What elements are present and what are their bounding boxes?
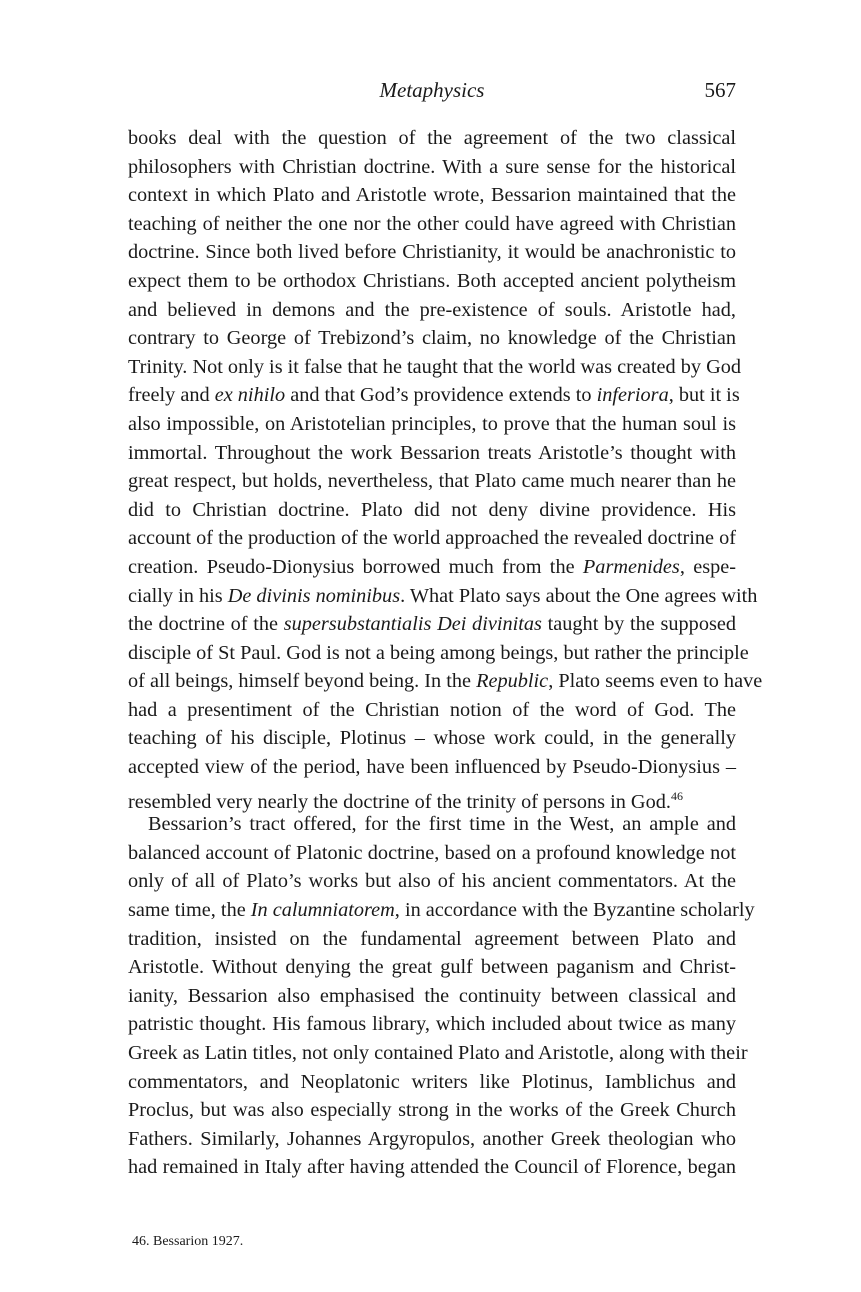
text-segment: contrary to George of Trebizond’s claim, no knowledge of the Christian: [128, 327, 736, 350]
text-segment: teaching of his disciple, Plotinus – whose work could, in the generally: [128, 727, 736, 750]
text-segment: context in which Plato and Aristotle wrote, Bessarion maintained that the: [128, 184, 736, 207]
text-line: [128, 1010, 736, 1039]
page-number: 567: [704, 78, 736, 102]
text-segment: account of the production of the world approached the revealed doctrine of: [128, 527, 736, 550]
italic-text: In calumniatorem: [250, 899, 395, 922]
body-text: [128, 124, 763, 1182]
text-segment: had remained in Italy after having attended the Council of Florence, began: [128, 1156, 736, 1179]
text-line: [128, 810, 736, 839]
text-segment: had a presentiment of the Christian notion of the word of God. The: [128, 698, 736, 721]
text-segment: doctrine. Since both lived before Christianity, it would be anachronistic to: [128, 241, 736, 264]
italic-text: De divinis nominibus: [227, 584, 401, 607]
text-segment: ianity, Bessarion also emphasised the continuity between classical and: [128, 984, 736, 1007]
text-segment: . What Plato says about the One agrees with: [400, 584, 758, 607]
text-line: [128, 982, 736, 1011]
text-line: [128, 381, 740, 410]
text-line: [128, 896, 755, 925]
text-line: [128, 439, 736, 468]
text-line: [128, 153, 736, 182]
text-segment: , but it is: [668, 384, 740, 407]
text-line: [128, 1039, 748, 1068]
text-segment: also impossible, on Aristotelian principles, to prove that the human soul is: [128, 412, 736, 435]
text-line: [128, 1153, 736, 1182]
text-line: [128, 410, 736, 439]
text-line: [128, 324, 736, 353]
text-line: [128, 839, 736, 868]
italic-text: inferiora: [596, 384, 669, 407]
text-line: [128, 696, 736, 725]
text-line: [128, 953, 736, 982]
text-line: [128, 582, 758, 611]
text-segment: teaching of neither the one nor the other could have agreed with Christian: [128, 212, 736, 235]
text-segment: Aristotle. Without denying the great gulf between paganism and Christ-: [128, 956, 736, 979]
text-segment: immortal. Throughout the work Bessarion treats Aristotle’s thought with: [128, 441, 736, 464]
text-line: [128, 724, 736, 753]
footnote-reference: 46: [670, 788, 683, 803]
text-line: [128, 496, 736, 525]
text-segment: taught by the supposed: [541, 613, 736, 636]
text-line: [128, 267, 736, 296]
text-segment: cially in his: [128, 584, 228, 607]
text-segment: balanced account of Platonic doctrine, based on a profound knowledge not: [128, 841, 736, 864]
text-line: [128, 1096, 736, 1125]
text-segment: did to Christian doctrine. Plato did not deny divine providence. His: [128, 498, 736, 521]
text-line: [128, 524, 736, 553]
text-line: [128, 867, 736, 896]
text-segment: philosophers with Christian doctrine. With a sure sense for the historical: [128, 155, 736, 178]
text-line: [128, 296, 736, 325]
text-line: [128, 753, 736, 782]
text-segment: , espe-: [679, 555, 736, 578]
italic-text: ex nihilo: [214, 384, 286, 407]
text-line: [128, 553, 736, 582]
text-segment: , Plato seems even to have: [548, 670, 763, 693]
text-segment: expect them to be orthodox Christians. Both accepted ancient polytheism: [128, 269, 736, 292]
text-line: [128, 181, 736, 210]
text-segment: patristic thought. His famous library, which included about twice as many: [128, 1013, 736, 1036]
text-segment: Greek as Latin titles, not only contained Plato and Aristotle, along with their: [128, 1042, 748, 1064]
italic-text: Republic: [476, 670, 549, 693]
text-line: [128, 1068, 736, 1097]
text-segment: the doctrine of the: [128, 613, 284, 636]
footnote: 46. Bessarion 1927.: [132, 1234, 244, 1249]
running-header: [128, 78, 736, 108]
text-segment: Proclus, but was also especially strong in the works of the Greek Church: [128, 1099, 736, 1122]
text-line: [128, 210, 736, 239]
text-segment: Bessarion’s tract offered, for the first time in the West, an ample and: [148, 813, 736, 836]
text-line: [128, 610, 736, 639]
text-line: [128, 353, 742, 382]
text-line: [128, 238, 736, 267]
text-segment: commentators, and Neoplatonic writers like Plotinus, Iamblichus and: [128, 1070, 736, 1093]
italic-text: supersubstantialis Dei divinitas: [283, 613, 542, 636]
text-segment: disciple of St Paul. God is not a being among beings, but rather the principle: [128, 641, 749, 664]
text-segment: , in accordance with the Byzantine scholarly: [394, 899, 755, 922]
text-segment: and that God’s providence extends to: [285, 384, 597, 407]
running-title: Metaphysics: [379, 78, 485, 102]
text-segment: books deal with the question of the agreement of the two classical: [128, 127, 736, 149]
italic-text: Parmenides: [582, 555, 680, 578]
text-line: [128, 782, 736, 811]
text-segment: resembled very nearly the doctrine of the trinity of persons in God.: [128, 790, 671, 813]
text-line: [128, 639, 749, 668]
paragraph: [128, 124, 763, 813]
text-segment: only of all of Plato’s works but also of his ancient commentators. At the: [128, 870, 736, 893]
text-segment: great respect, but holds, nevertheless, that Plato came much nearer than he: [128, 470, 736, 493]
text-segment: accepted view of the period, have been influenced by Pseudo-Dionysius –: [128, 756, 736, 779]
text-segment: tradition, insisted on the fundamental agreement between Plato and: [128, 927, 736, 950]
text-segment: same time, the: [128, 899, 251, 922]
text-segment: Fathers. Similarly, Johannes Argyropulos, another Greek theologian who: [128, 1127, 736, 1150]
text-segment: of all beings, himself beyond being. In the: [128, 670, 477, 693]
text-segment: creation. Pseudo-Dionysius borrowed much from the: [128, 555, 583, 578]
paragraph: [128, 810, 755, 1182]
text-line: [128, 667, 763, 696]
text-line: [128, 925, 736, 954]
text-line: [128, 124, 736, 153]
text-segment: Trinity. Not only is it false that he taught that the world was created by God: [128, 355, 742, 378]
text-segment: and believed in demons and the pre-existence of souls. Aristotle had,: [128, 298, 736, 321]
text-segment: freely and: [128, 384, 215, 407]
text-line: [128, 1125, 736, 1154]
text-line: [128, 467, 736, 496]
